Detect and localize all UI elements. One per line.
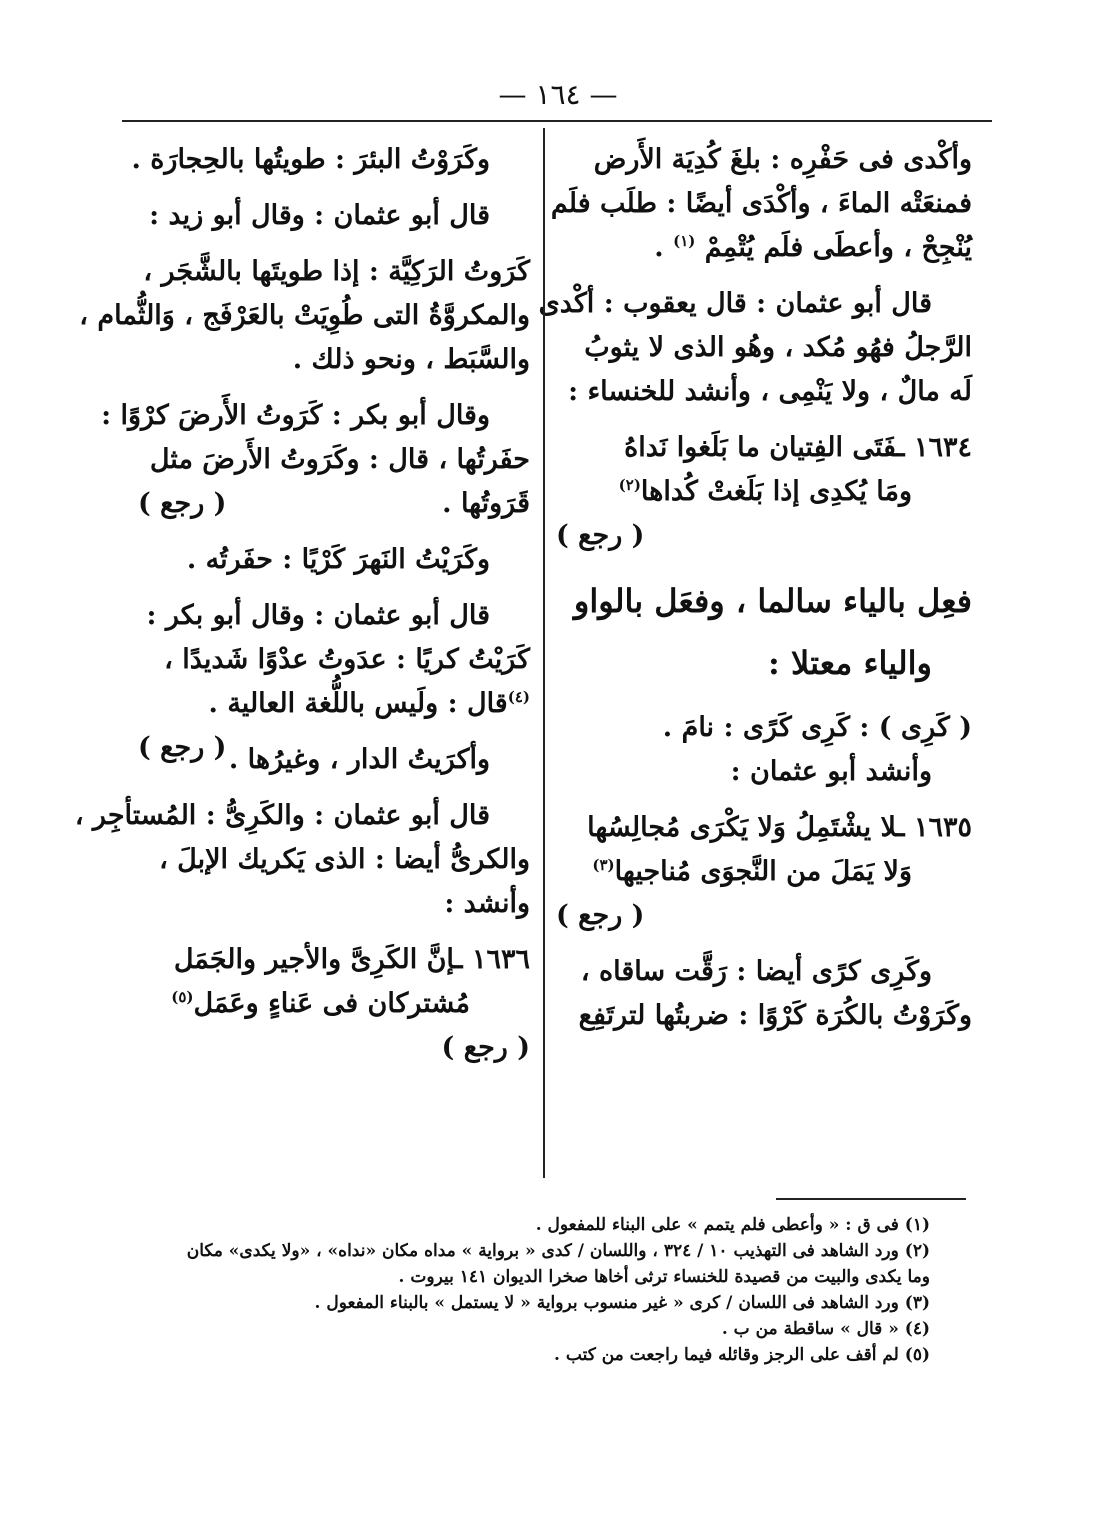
text-line: قال أبو عثمان : وقال أبو بكر : (146, 600, 490, 631)
text-line: قال أبو عثمان : وقال أبو زيد : (149, 200, 490, 231)
text-line: قَرَوتُها . ( رجع ) (138, 482, 530, 526)
paragraph-abu-zayd (138, 194, 530, 238)
text-line: لَه مالٌ ، ولا يَنْمِى ، وأنشد للخنساء : (568, 376, 972, 407)
ref-marker: ( رجع ) (556, 520, 645, 551)
footnote-5: (٥) لم أقف على الرجز وقائله فيما راجعت من كتب . (554, 1345, 930, 1365)
footnote-marker: (٣) (592, 856, 615, 874)
paragraph-kari (74, 794, 530, 926)
entry-kary (556, 706, 972, 794)
text-line: $^{(٤)}$قال : ولَيس باللُّغة العالية . ( رجع ) (138, 682, 530, 726)
text-line: كَرَيْتُ كريًا : عدَوتُ عدْوًا شَديدًا ، (164, 644, 530, 675)
footnote-rule (776, 1198, 966, 1200)
paragraph-yaqub (538, 282, 972, 414)
right-column (538, 138, 972, 1050)
text-line: وأكرَيتُ الدار ، وغيرُها . (228, 744, 490, 775)
paragraph-akda (550, 138, 972, 270)
text-line: فمنعَتْه الماءَ ، وأكْدَى أيضًا : طلَب فلَم (550, 188, 972, 219)
text-line: قال أبو عثمان : والكَرِىُّ : المُستأجِر ، (74, 800, 490, 831)
paragraph-karawtu (131, 138, 530, 182)
text-line: وأكْدى فى حَفْرِه : بلغَ كُدِيَة الأَرض (593, 144, 972, 175)
verse-line: مُشتركان فى عَناءٍ وعَمَل$^{(٥)}$ (171, 988, 470, 1019)
text-line: والمكروَّةُ التى طُوِيَتْ بالعَرْفَج ، وَالثُّمام ، (79, 300, 530, 331)
paragraph-kara (556, 950, 972, 1038)
verse-line: وَلا يَمَلَ من النَّجوَى مُناجيها$^{(٣)}$ (592, 856, 912, 887)
text-line: وكَرَوْتُ البئرَ : طويتُها بالحِجارَة . (131, 144, 490, 175)
paragraph-abu-bakr (101, 394, 530, 526)
verse-1635 (556, 806, 972, 938)
text-line: يُنْجِحْ ، وأعطَى فلَم يُتْمِمْ $^{(١)}$ . (654, 232, 972, 263)
heading-line: فعِل بالياء سالما ، وفعَل بالواو (573, 582, 972, 620)
verse-line: ١٦٣٦ ـإنَّ الكَرِىَّ والأجير والجَمَل (173, 944, 530, 975)
ref-marker: ( رجع ) (138, 732, 227, 763)
footnote-4: (٤) « قال » ساقطة من ب . (721, 1319, 930, 1339)
ref-marker: ( رجع ) (138, 488, 227, 519)
text-line: والسَّبَط ، ونحو ذلك . (292, 344, 530, 375)
text-line: وكَرَوْتُ بالكُرَة كَرْوًا : ضربتُها لترتَفِع (578, 1000, 972, 1031)
verse-number: ١٦٣٥ ـ (896, 812, 972, 843)
section-heading (556, 570, 972, 694)
verse-number: ١٦٣٤ ـ (896, 432, 972, 463)
column-divider (543, 128, 545, 1178)
verse-line: ١٦٣٤ ـفَتَى الفِتيان ما بَلَغوا نَداهُ (624, 432, 972, 463)
text-line: وأنشد أبو عثمان : (730, 756, 932, 787)
text-line: وكَرَيْتُ النَهرَ كَرْيًا : حفَرتُه . (186, 544, 490, 575)
text-line: حفَرتُها ، قال : وكَرَوتُ الأَرضَ مثل (149, 444, 530, 475)
paragraph-karaytu (138, 538, 530, 582)
heading-line: والياء معتلا : (768, 644, 932, 682)
footnote-marker: (٥) (171, 988, 194, 1006)
footnote-3: (٣) ورد الشاهد فى اللسان / كرى « غير منسوب برواية « لا يستمل » بالبناء المفعول . (314, 1293, 930, 1313)
paragraph-rakiyya (79, 250, 530, 382)
verse-1636 (138, 938, 530, 1070)
text-line: كَرَوتُ الرَكِيَّة : إذا طويتَها بالشَّجَر ، (143, 256, 530, 287)
text-line: وأنشد : (444, 888, 530, 919)
text-line: قال أبو عثمان : قال يعقوب : أكْدى (538, 288, 932, 319)
footnote-marker: (٢) (618, 476, 641, 494)
ref-marker: ( رجع ) (441, 1032, 530, 1063)
header-rule (122, 120, 992, 122)
entry-headword: ( كَرِى ) : كَرِى كَرًى : نامَ . (662, 712, 972, 743)
verse-line: ومَا يُكدِى إذا بَلَغتْ كُداها$^{(٢)}$ (618, 476, 912, 507)
footnote-1: (١) فى ق : « وأعطى فلم يتمم » على البناء للمفعول . (535, 1215, 930, 1235)
footnote-2-cont: وما يكدى والبيت من قصيدة للخنساء ترثى أخاها صخرا الديوان ١٤١ بيروت . (398, 1267, 930, 1287)
verse-number: ١٦٣٦ ـ (454, 944, 530, 975)
footnote-2: (٢) ورد الشاهد فى التهذيب ١٠ / ٣٢٤ ، واللسان / كدى « برواية » مداه مكان «نداه» ، «ولا يكدى» مكان (186, 1241, 930, 1261)
footnote-marker: (١) (673, 232, 696, 250)
page-number: — ١٦٤ — (498, 78, 618, 111)
text-line: والكرىُّ أيضا : الذى يَكريك الإبلَ ، (159, 844, 530, 875)
left-column (74, 138, 530, 1082)
text-line: الرَّجلُ فهُو مُكد ، وهُو الذى لا يثوبُ (584, 332, 972, 363)
verse-1634 (556, 426, 972, 558)
verse-line: ١٦٣٥ ـلا يشْتَمِلُ وَلا يَكْرَى مُجالِسُها (587, 812, 972, 843)
ref-marker: ( رجع ) (556, 900, 645, 931)
text-line: وقال أبو بكر : كَرَوتُ الأَرضَ كرْوًا : (101, 400, 490, 431)
footnote-marker: (٤) (507, 688, 530, 706)
footnotes (150, 1212, 930, 1368)
text-line: وكَرِى كرًى أيضا : رَقَّت ساقاه ، (580, 956, 932, 987)
